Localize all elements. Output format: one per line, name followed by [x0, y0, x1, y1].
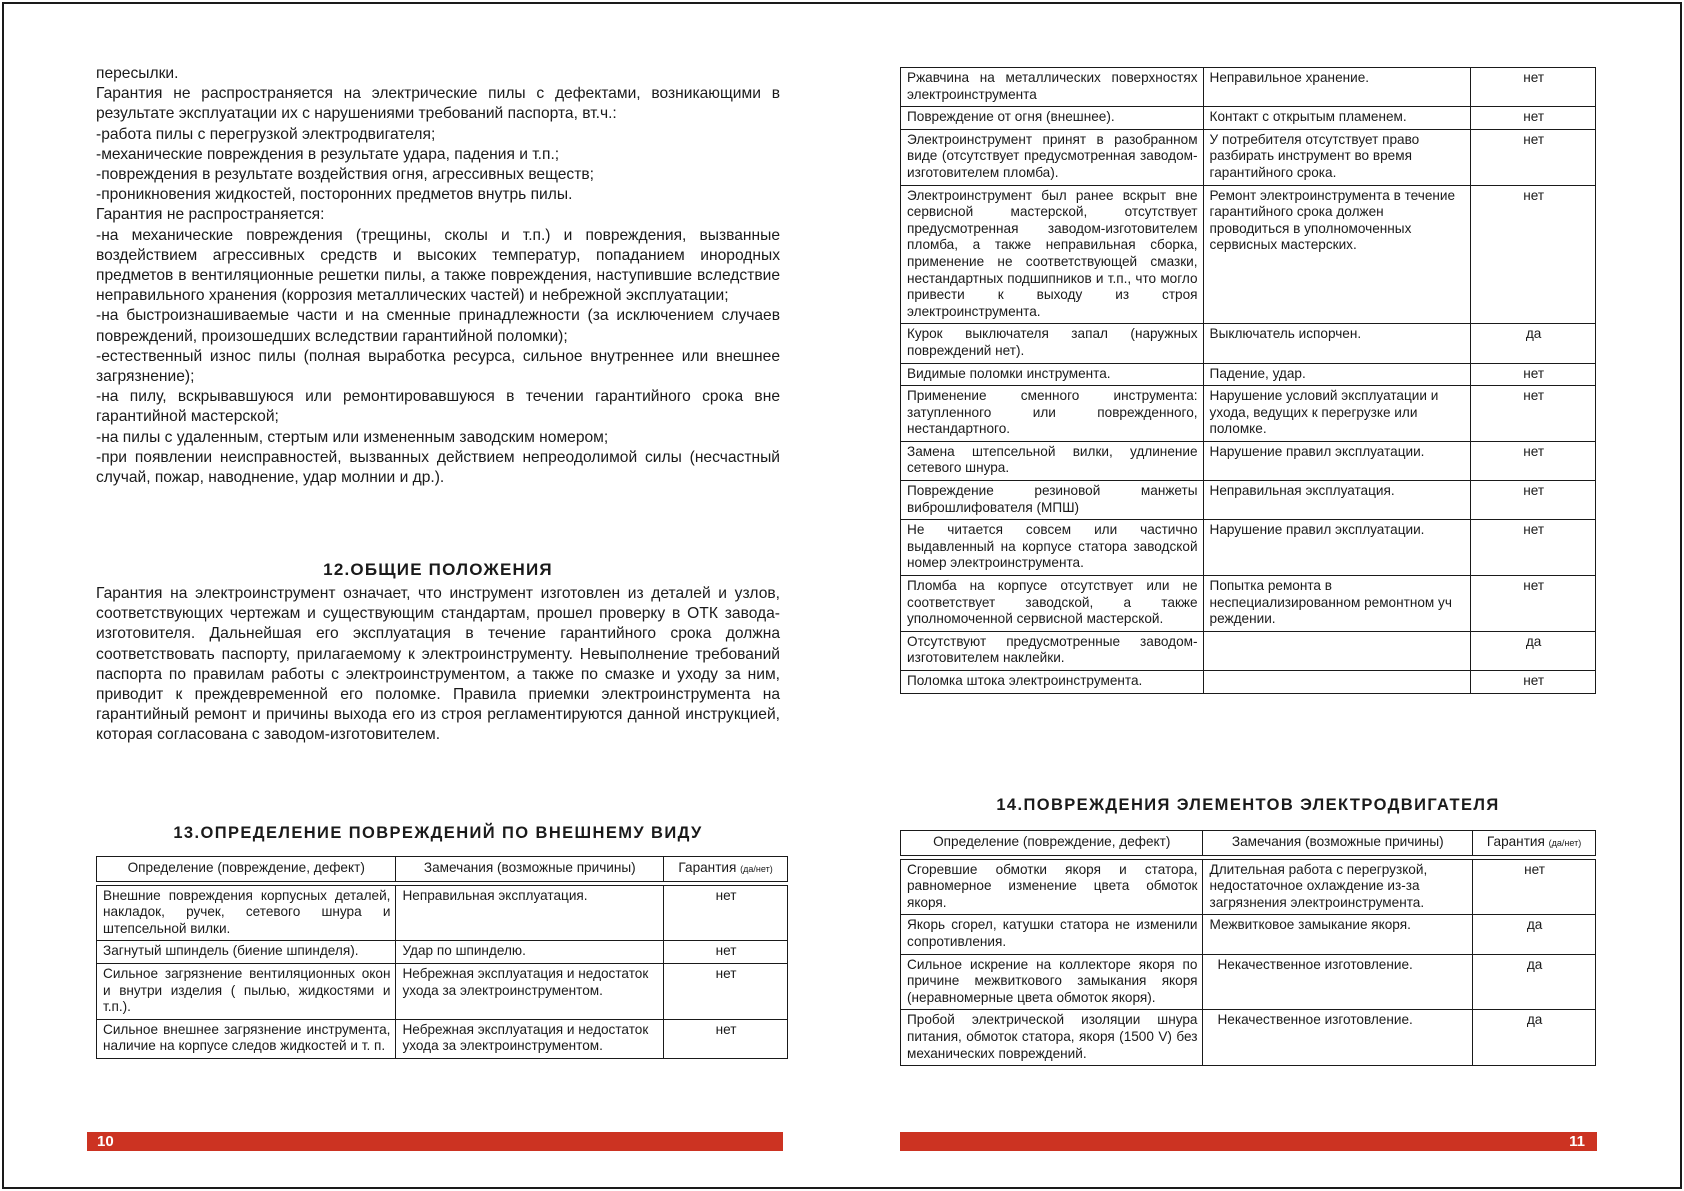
- table-row: [901, 68, 1596, 107]
- cell-remarks: Небрежная эксплуатация и недостаток ухода за электроинструментом.: [396, 1019, 664, 1058]
- table-row: [97, 941, 788, 964]
- table-header-row: [97, 857, 788, 882]
- cell-definition: Пломба на корпусе отсутствует или не соответствует заводской, а также уполномоченной сервисной мастерской.: [901, 576, 1204, 632]
- right-page: [900, 0, 1596, 1191]
- warranty-exclusions-text: [96, 64, 780, 488]
- cell-warranty: нет: [664, 1019, 788, 1058]
- footer-bar-left: [87, 1132, 783, 1151]
- section-12-paragraph: Гарантия на электроинструмент означает, что инструмент изготовлен из деталей и узлов, соответствующих чертежам и существующим стандартам, прошел проверку в ОТК завода-изготовителя. Дальнейшая его эксплуатация в течение гарантийного срока должна соответствовать паспорту, прилагаемому к электроинструменту. Невыполнение требований паспорта по правилам работы с электроинструментом, а также по смазке и уходу за ним, приводит к преждевременной его поломке. Правила приемки электроинструмента на гарантийный ремонт и причины выхода его из строя регламентируются данной инструкцией, которая согласована с заводом-изготовителем.: [96, 585, 780, 744]
- cell-definition: Электроинструмент принят в разобранном виде (отсутствует предусмотренная заводом-изготовителем пломба).: [901, 129, 1204, 185]
- cell-warranty: да: [1471, 324, 1596, 363]
- cell-remarks: [1203, 631, 1471, 670]
- cell-remarks: Попытка ремонта в неспециализированном ремонтном уч реждении.: [1203, 576, 1471, 632]
- text-line: -повреждения в результате воздействия огня, агрессивных веществ;: [96, 166, 594, 184]
- cell-warranty: нет: [1471, 520, 1596, 576]
- table-row: [901, 520, 1596, 576]
- table-row: [901, 859, 1596, 915]
- header-warranty-hint: (да/нет): [740, 864, 773, 874]
- table-row: [901, 107, 1596, 130]
- cell-remarks: [1203, 671, 1471, 694]
- text-line: Гарантия не распространяется:: [96, 206, 325, 224]
- cell-remarks: Длительная работа с перегрузкой, недостаточное охлаждение из-за загрязнения электроинструмента.: [1203, 859, 1473, 915]
- table-row: [901, 576, 1596, 632]
- cell-warranty: нет: [1473, 859, 1596, 915]
- header-definition: Определение (повреждение, дефект): [97, 857, 396, 882]
- cell-definition: Применение сменного инструмента: затупленного или поврежденного, нестандартного.: [901, 386, 1204, 442]
- text-line: -проникновения жидкостей, посторонних предметов внутрь пилы.: [96, 186, 573, 204]
- text-line: -на быстроизнашиваемые части и на сменные принадлежности (за исключением случаев повреждений, произошедших вследствии гарантийной поломки);: [96, 307, 780, 345]
- cell-remarks: Неправильное хранение.: [1203, 68, 1471, 107]
- header-remarks: Замечания (возможные причины): [1203, 831, 1473, 856]
- table-13-continued: [900, 67, 1596, 694]
- cell-definition: Не читается совсем или частично выдавленный на корпусе статора заводской номер электроинструмента.: [901, 520, 1204, 576]
- table-row: [901, 631, 1596, 670]
- cell-remarks: Удар по шпинделю.: [396, 941, 664, 964]
- cell-warranty: нет: [1471, 107, 1596, 130]
- cell-remarks: Нарушение условий эксплуатации и ухода, ведущих к перегрузке или поломке.: [1203, 386, 1471, 442]
- left-page: [96, 0, 780, 1191]
- cell-warranty: да: [1473, 954, 1596, 1010]
- page-number-left: 10: [97, 1133, 114, 1150]
- header-warranty-label: Гарантия: [678, 860, 737, 875]
- cell-warranty: нет: [664, 885, 788, 941]
- table-row: [901, 954, 1596, 1010]
- header-warranty-label: Гарантия: [1486, 834, 1545, 849]
- cell-definition: Видимые поломки инструмента.: [901, 363, 1204, 386]
- cell-definition: Пробой электрической изоляции шнура питания, обмоток статора, якоря (1500 V) без механических повреждений.: [901, 1010, 1203, 1066]
- cell-definition: Якорь сгорел, катушки статора не изменили сопротивления.: [901, 915, 1203, 954]
- table-13: [96, 856, 788, 1059]
- table-row: [901, 481, 1596, 520]
- table-row: [901, 1010, 1596, 1066]
- table-row: [901, 441, 1596, 480]
- text-line: -на пилу, вскрывавшуюся или ремонтировавшуюся в течении гарантийного срока вне гарантийной мастерской;: [96, 388, 780, 426]
- header-warranty: [1473, 831, 1596, 856]
- page-number-right: 11: [1569, 1133, 1585, 1150]
- cell-remarks: Контакт с открытым пламенем.: [1203, 107, 1471, 130]
- cell-warranty: да: [1473, 915, 1596, 954]
- cell-warranty: нет: [1471, 68, 1596, 107]
- cell-warranty: нет: [1471, 576, 1596, 632]
- cell-definition: Сгоревшие обмотки якоря и статора, равномерное изменение цвета обмоток якоря.: [901, 859, 1203, 915]
- cell-warranty: нет: [1471, 481, 1596, 520]
- cell-remarks: Нарушение правил эксплуатации.: [1203, 441, 1471, 480]
- cell-warranty: нет: [1471, 185, 1596, 324]
- footer-bar-right: [900, 1132, 1597, 1151]
- cell-remarks: У потребителя отсутствует право разбирать инструмент во время гарантийного срока.: [1203, 129, 1471, 185]
- cell-definition: Сильное загрязнение вентиляционных окон и внутри изделия ( пылью, жидкостями и т.п.).: [97, 963, 396, 1019]
- header-warranty-hint: (да/нет): [1548, 838, 1582, 848]
- text-line: -естественный износ пилы (полная выработка ресурса, сильное внутреннее или внешнее загрязнение);: [96, 347, 780, 386]
- cell-definition: Курок выключателя запал (наружных повреждений нет).: [901, 324, 1204, 363]
- cell-definition: Электроинструмент был ранее вскрыт вне сервисной мастерской, отсутствует предусмотренная заводом-изготовителем пломба, а также неправильная сборка, применение не соответствующей смазки, нестандартных подшипников и т.п., что могло привести к выходу из строя электроинструмента.: [901, 185, 1204, 324]
- table-row: [901, 324, 1596, 363]
- text-line: -при появлении неисправностей, вызванных действием непреодолимой силы (несчастный случай, пожар, наводнение, удар молнии и др.).: [96, 448, 780, 487]
- table-row: [901, 386, 1596, 442]
- header-remarks: Замечания (возможные причины): [396, 857, 664, 882]
- cell-warranty: нет: [1471, 671, 1596, 694]
- cell-warranty: нет: [1471, 441, 1596, 480]
- cell-warranty: нет: [664, 941, 788, 964]
- cell-remarks: Некачественное изготовление.: [1203, 954, 1473, 1010]
- table-14: [900, 830, 1596, 1066]
- section-14-title: 14.ПОВРЕЖДЕНИЯ ЭЛЕМЕНТОВ ЭЛЕКТРОДВИГАТЕЛЯ: [996, 796, 1500, 814]
- section-12-title: 12.ОБЩИЕ ПОЛОЖЕНИЯ: [323, 560, 553, 579]
- cell-remarks: Нарушение правил эксплуатации.: [1203, 520, 1471, 576]
- header-warranty: [664, 857, 788, 882]
- cell-definition: Ржавчина на металлических поверхностях электроинструмента: [901, 68, 1204, 107]
- cell-warranty: нет: [1471, 363, 1596, 386]
- header-definition: Определение (повреждение, дефект): [901, 831, 1203, 856]
- table-row: [901, 671, 1596, 694]
- cell-definition: Поломка штока электроинструмента.: [901, 671, 1204, 694]
- text-line: -работа пилы с перегрузкой электродвигателя;: [96, 125, 436, 143]
- table-row: [901, 363, 1596, 386]
- text-line: -механические повреждения в результате удара, падения и т.п.;: [96, 145, 560, 163]
- cell-definition: Загнутый шпиндель (биение шпинделя).: [97, 941, 396, 964]
- cell-definition: Повреждение резиновой манжеты виброшлифователя (МПШ): [901, 481, 1204, 520]
- cell-definition: Замена штепсельной вилки, удлинение сетевого шнура.: [901, 441, 1204, 480]
- section-13-title: 13.ОПРЕДЕЛЕНИЕ ПОВРЕЖДЕНИЙ ПО ВНЕШНЕМУ ВИДУ: [173, 824, 703, 842]
- cell-definition: Внешние повреждения корпусных деталей, накладок, ручек, сетевого шнура и штепсельной вилки.: [97, 885, 396, 941]
- cell-remarks: Межвитковое замыкание якоря.: [1203, 915, 1473, 954]
- cell-definition: Отсутствуют предусмотренные заводом-изготовителем наклейки.: [901, 631, 1204, 670]
- section-12-text: [96, 584, 780, 746]
- cell-definition: Повреждение от огня (внешнее).: [901, 107, 1204, 130]
- table-row: [901, 129, 1596, 185]
- cell-remarks: Неправильная эксплуатация.: [1203, 481, 1471, 520]
- text-line: Гарантия не распространяется на электрические пилы с дефектами, возникающими в результате эксплуатации их с нарушениями требований паспорта, вт.ч.:: [96, 85, 780, 123]
- cell-warranty: нет: [664, 963, 788, 1019]
- cell-warranty: нет: [1471, 129, 1596, 185]
- table-row: [97, 885, 788, 941]
- cell-remarks: Некачественное изготовление.: [1203, 1010, 1473, 1066]
- cell-definition: Сильное искрение на коллекторе якоря по причине межвиткового замыкания якоря (неравномерные цвета обмоток якоря).: [901, 954, 1203, 1010]
- cell-definition: Сильное внешнее загрязнение инструмента, наличие на корпусе следов жидкостей и т. п.: [97, 1019, 396, 1058]
- text-line: пересылки.: [96, 65, 179, 82]
- table-header-row: [901, 831, 1596, 856]
- table-row: [97, 1019, 788, 1058]
- text-line: -на пилы с удаленным, стертым или измененным заводским номером;: [96, 428, 609, 446]
- table-row: [901, 915, 1596, 954]
- table-row: [901, 185, 1596, 324]
- cell-warranty: да: [1471, 631, 1596, 670]
- cell-remarks: Падение, удар.: [1203, 363, 1471, 386]
- cell-warranty: нет: [1471, 386, 1596, 442]
- cell-remarks: Небрежная эксплуатация и недостаток ухода за электроинструментом.: [396, 963, 664, 1019]
- table-row: [97, 963, 788, 1019]
- cell-remarks: Ремонт электроинструмента в течение гарантийного срока должен проводиться в уполномоченных сервисных мастерских.: [1203, 185, 1471, 324]
- cell-remarks: Выключатель испорчен.: [1203, 324, 1471, 363]
- text-line: -на механические повреждения (трещины, сколы и т.п.) и повреждения, вызванные воздействием агрессивных средств и высоких температур, попаданием инородных предметов в вентиляционные решетки пилы, а также повреждения, наступившие вследствие неправильного хранения (коррозия металлических частей) и небрежной эксплуатации;: [96, 226, 780, 305]
- cell-warranty: да: [1473, 1010, 1596, 1066]
- cell-remarks: Неправильная эксплуатация.: [396, 885, 664, 941]
